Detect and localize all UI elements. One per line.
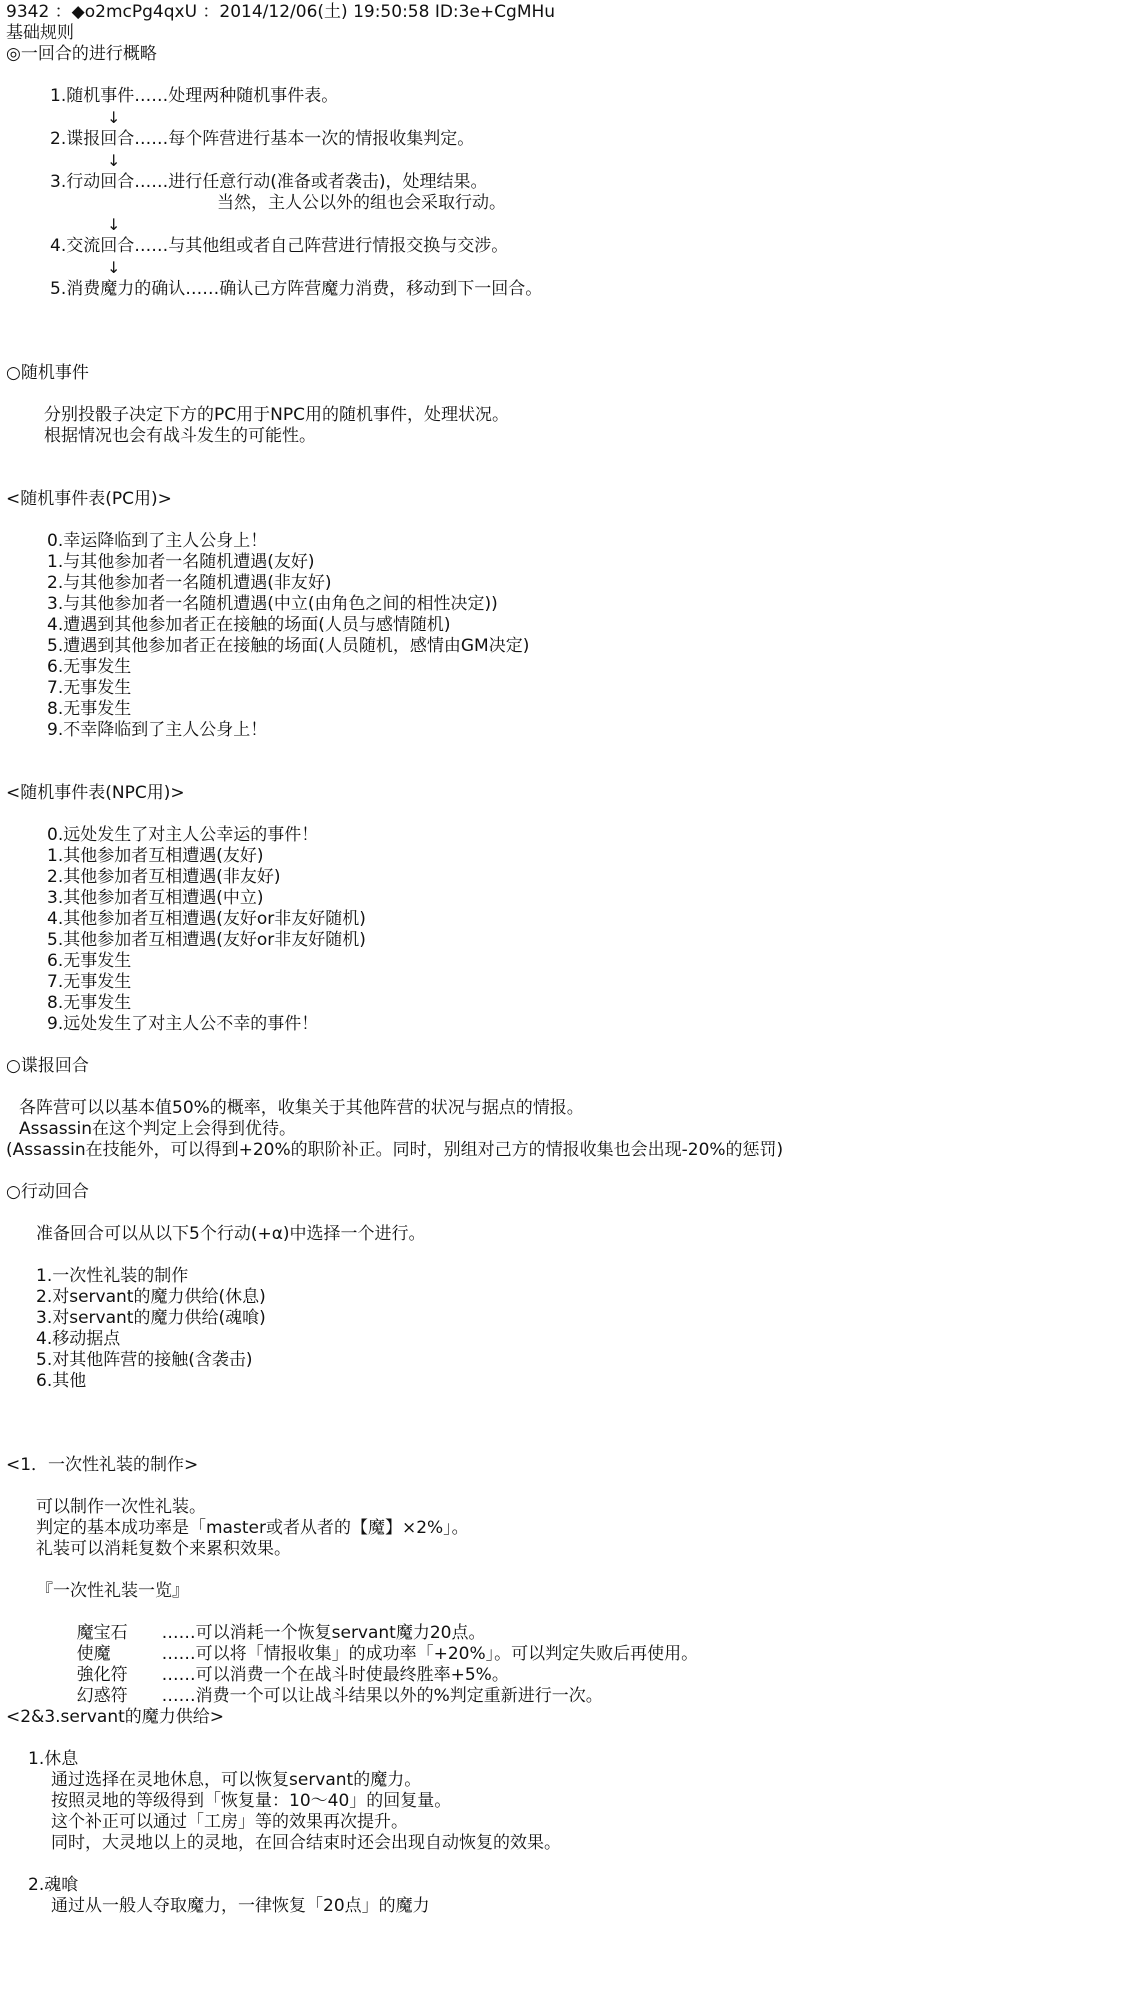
action-list-item: 5.对其他阵营的接触(含袭击)	[36, 1350, 253, 1370]
soul-heading: 2.魂喰	[28, 1875, 79, 1895]
spy-round-desc: 各阵营可以以基本值50%的概率，收集关于其他阵营的状况与据点的情报。	[19, 1098, 584, 1118]
npc-table-item: 5.其他参加者互相遭遇(友好or非友好随机)	[47, 930, 366, 950]
npc-table-item: 7.无事发生	[47, 972, 132, 992]
pc-table-item: 9.不幸降临到了主人公身上！	[47, 720, 268, 740]
flow-arrow: ↓	[107, 108, 121, 127]
npc-table-item: 0.远处发生了对主人公幸运的事件！	[47, 825, 319, 845]
rest-desc: 按照灵地的等级得到「恢复量：10～40」的回复量。	[51, 1791, 452, 1811]
craft-desc: 可以制作一次性礼装。	[36, 1497, 206, 1517]
spy-round-heading: ○谍报回合	[6, 1056, 89, 1076]
supply-heading: <2&3.servant的魔力供给>	[6, 1707, 225, 1727]
craft-item-name: 幻惑符	[76, 1686, 128, 1706]
flow-step-note: 当然，主人公以外的组也会采取行动。	[217, 193, 506, 213]
soul-desc: 通过从一般人夺取魔力，一律恢复「20点」的魔力	[51, 1896, 430, 1916]
npc-table-heading: <随机事件表(NPC用)>	[6, 783, 185, 803]
pc-table-item: 8.无事发生	[47, 699, 132, 719]
rest-desc: 同时，大灵地以上的灵地，在回合结束时还会出现自动恢复的效果。	[51, 1833, 561, 1853]
craft-item-name: 強化符	[76, 1665, 128, 1685]
craft-item-name: 使魔	[76, 1644, 111, 1664]
pc-table-item: 7.无事发生	[47, 678, 132, 698]
random-event-heading: ○随机事件	[6, 363, 89, 383]
action-list-item: 4.移动据点	[36, 1329, 121, 1349]
rest-heading: 1.休息	[28, 1749, 79, 1769]
craft-item	[6, 1602, 1125, 1643]
action-list-item: 6.其他	[36, 1371, 87, 1391]
craft-desc: 判定的基本成功率是「master或者从者的【魔】×2%」。	[36, 1518, 469, 1538]
npc-table-item: 6.无事发生	[47, 951, 132, 971]
overview-heading: ◎一回合的进行概略	[6, 44, 157, 64]
pc-table-heading: <随机事件表(PC用)>	[6, 489, 172, 509]
random-event-desc: 根据情况也会有战斗发生的可能性。	[44, 426, 316, 446]
craft-item-name: 魔宝石	[76, 1623, 128, 1643]
craft-item-effect: ……消费一个可以让战斗结果以外的%判定重新进行一次。	[161, 1686, 603, 1706]
pc-table-item: 2.与其他参加者一名随机遭遇(非友好)	[47, 573, 332, 593]
post-header: 9342 ：◆o2mcPg4qxU ：2014/12/06(土) 19:50:58 ID:3e+CgMHu	[6, 2, 556, 22]
craft-item-effect: ……可以消耗一个恢复servant魔力20点。	[161, 1623, 486, 1643]
pc-table-item: 0.幸运降临到了主人公身上！	[47, 531, 268, 551]
document	[6, 2, 1125, 1917]
npc-table-item: 2.其他参加者互相遭遇(非友好)	[47, 867, 281, 887]
npc-table-item: 1.其他参加者互相遭遇(友好)	[47, 846, 264, 866]
action-list-item: 2.对servant的魔力供给(休息)	[36, 1287, 266, 1307]
rest-desc: 通过选择在灵地休息，可以恢复servant的魔力。	[51, 1770, 422, 1790]
craft-heading: <1．一次性礼装的制作>	[6, 1455, 199, 1475]
action-round-heading: ○行动回合	[6, 1182, 89, 1202]
page-title: 基础规则	[6, 23, 74, 43]
random-event-desc: 分别投骰子决定下方的PC用于NPC用的随机事件，处理状况。	[44, 405, 509, 425]
rest-desc: 这个补正可以通过「工房」等的效果再次提升。	[51, 1812, 408, 1832]
flow-step: 1.随机事件……处理两种随机事件表。	[50, 86, 339, 106]
flow-step: 3.行动回合……进行任意行动(准备或者袭击)，处理结果。	[50, 172, 488, 192]
flow-arrow: ↓	[107, 215, 121, 234]
pc-table-item: 1.与其他参加者一名随机遭遇(友好)	[47, 552, 315, 572]
action-list-item: 3.对servant的魔力供给(魂喰)	[36, 1308, 266, 1328]
pc-table-item: 4.遭遇到其他参加者正在接触的场面(人员与感情随机)	[47, 615, 451, 635]
npc-table-item: 9.远处发生了对主人公不幸的事件！	[47, 1014, 319, 1034]
flow-step: 4.交流回合……与其他组或者自己阵营进行情报交换与交涉。	[50, 236, 509, 256]
npc-table-item: 3.其他参加者互相遭遇(中立)	[47, 888, 264, 908]
spy-round-note: (Assassin在技能外，可以得到+20%的职阶补正。同时，别组对己方的情报收集也会出现-20%的惩罚)	[6, 1140, 784, 1160]
action-round-intro: 准备回合可以从以下5个行动(+α)中选择一个进行。	[36, 1224, 426, 1244]
action-list-item: 1.一次性礼装的制作	[36, 1266, 189, 1286]
craft-desc: 礼装可以消耗复数个来累积效果。	[36, 1539, 291, 1559]
craft-list-heading: 『一次性礼装一览』	[36, 1581, 189, 1601]
pc-table-item: 6.无事发生	[47, 657, 132, 677]
flow-step: 2.谍报回合……每个阵营进行基本一次的情报收集判定。	[50, 129, 475, 149]
craft-item-effect: ……可以消费一个在战斗时使最终胜率+5%。	[161, 1665, 509, 1685]
npc-table-item: 8.无事发生	[47, 993, 132, 1013]
pc-table-item: 3.与其他参加者一名随机遭遇(中立(由角色之间的相性决定))	[47, 594, 498, 614]
craft-item-effect: ……可以将「情报收集」的成功率「+20%」。可以判定失败后再使用。	[161, 1644, 699, 1664]
spy-round-desc: Assassin在这个判定上会得到优待。	[19, 1119, 296, 1139]
flow-step: 5.消费魔力的确认……确认己方阵营魔力消费，移动到下一回合。	[50, 279, 543, 299]
npc-table-item: 4.其他参加者互相遭遇(友好or非友好随机)	[47, 909, 366, 929]
pc-table-item: 5.遭遇到其他参加者正在接触的场面(人员随机，感情由GM决定)	[47, 636, 530, 656]
flow-arrow: ↓	[107, 258, 121, 277]
flow-arrow: ↓	[107, 151, 121, 170]
